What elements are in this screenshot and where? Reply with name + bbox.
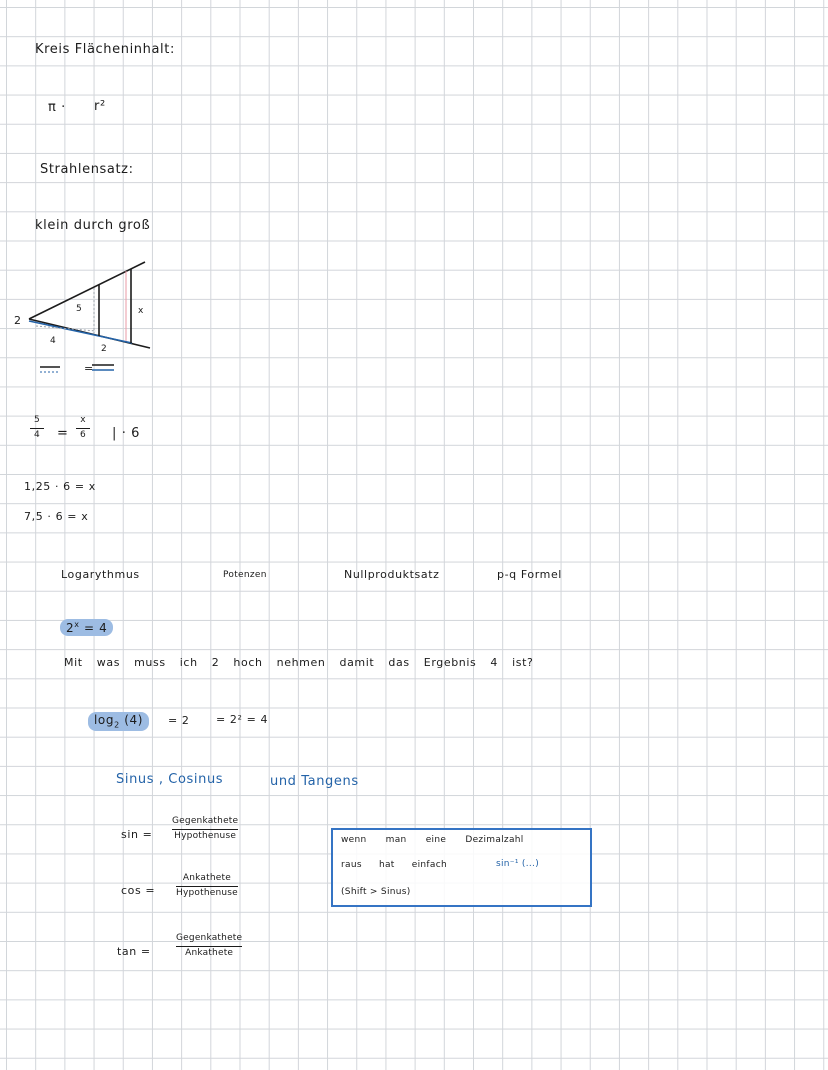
fraction-numerator: Ankathete bbox=[182, 873, 231, 883]
fraction-bar bbox=[176, 946, 242, 947]
r-squared: r² bbox=[94, 99, 106, 114]
triangle-side-x: x bbox=[138, 306, 144, 316]
log-argument: (4) bbox=[124, 713, 144, 727]
tan-fraction bbox=[176, 934, 242, 959]
ray-theorem-heading: Strahlensatz: bbox=[40, 162, 134, 177]
topic-logarithm: Logarythmus bbox=[61, 568, 140, 581]
topic-pq-formula: p-q Formel bbox=[497, 568, 562, 581]
triangle-side-five: 5 bbox=[76, 304, 83, 314]
triangle-side-four: 4 bbox=[50, 336, 57, 346]
fraction-numerator: x bbox=[80, 415, 86, 425]
triangle-vertex-label: 2 bbox=[14, 314, 22, 327]
equation-operation: | · 6 bbox=[112, 426, 141, 441]
equation-fraction-right bbox=[76, 416, 90, 441]
triangle-side-two: 2 bbox=[101, 344, 108, 354]
log-result: = 2 bbox=[168, 714, 190, 727]
svg-text:=: = bbox=[84, 362, 94, 375]
note-line-2: raus hat einfach bbox=[341, 860, 447, 870]
trig-heading: Sinus , Cosinus bbox=[116, 772, 224, 787]
log-expression bbox=[88, 712, 149, 731]
equation-fraction-left bbox=[30, 416, 44, 441]
trig-heading-cont: und Tangens bbox=[270, 774, 359, 789]
ray-rule: klein durch groß bbox=[35, 218, 151, 233]
exponent: x bbox=[74, 620, 80, 629]
log-function: log bbox=[94, 713, 115, 727]
exponential-equation bbox=[60, 619, 113, 636]
fraction-bar bbox=[176, 886, 238, 887]
sin-label: sin = bbox=[121, 828, 153, 841]
note-inverse-sine: sin⁻¹ (...) bbox=[496, 859, 540, 869]
equation-rhs: = 4 bbox=[84, 621, 108, 635]
fraction-denominator: Ankathete bbox=[185, 948, 234, 959]
fraction-numerator: 5 bbox=[34, 415, 40, 425]
cos-label: cos = bbox=[121, 884, 156, 897]
fraction-denominator: Hypothenuse bbox=[174, 831, 237, 842]
fraction-bar bbox=[172, 829, 238, 830]
note-line-3: (Shift > Sinus) bbox=[341, 887, 411, 897]
fraction-denominator: 4 bbox=[34, 430, 40, 441]
sin-fraction bbox=[172, 817, 238, 842]
fraction-bar bbox=[76, 428, 90, 429]
equation-step-1: 1,25 · 6 = x bbox=[24, 480, 96, 493]
fraction-denominator: Hypothenuse bbox=[176, 888, 238, 899]
cos-fraction bbox=[176, 874, 238, 899]
topic-zero-product: Nullproduktsatz bbox=[344, 568, 440, 581]
fraction-bar bbox=[30, 428, 44, 429]
note-line-1: wenn man eine Dezimalzahl bbox=[341, 835, 524, 845]
base: 2 bbox=[66, 621, 75, 635]
fraction-numerator: Gegenkathete bbox=[176, 933, 243, 943]
fraction-numerator: Gegenkathete bbox=[172, 816, 239, 826]
tan-label: tan = bbox=[117, 945, 151, 958]
area-heading: Kreis Flächeninhalt: bbox=[35, 42, 175, 57]
log-base: 2 bbox=[114, 720, 120, 730]
log-check: = 2² = 4 bbox=[216, 713, 269, 726]
equals-sign: = bbox=[57, 426, 69, 441]
log-question: Mit was muss ich 2 hoch nehmen damit das Ergebnis 4 ist? bbox=[64, 656, 534, 669]
equation-step-2: 7,5 · 6 = x bbox=[24, 510, 89, 523]
fraction-denominator: 6 bbox=[80, 430, 86, 441]
topic-powers: Potenzen bbox=[223, 570, 267, 580]
ray-theorem-diagram bbox=[0, 255, 180, 385]
pi-symbol: π · bbox=[48, 100, 66, 115]
note-box bbox=[331, 828, 592, 907]
